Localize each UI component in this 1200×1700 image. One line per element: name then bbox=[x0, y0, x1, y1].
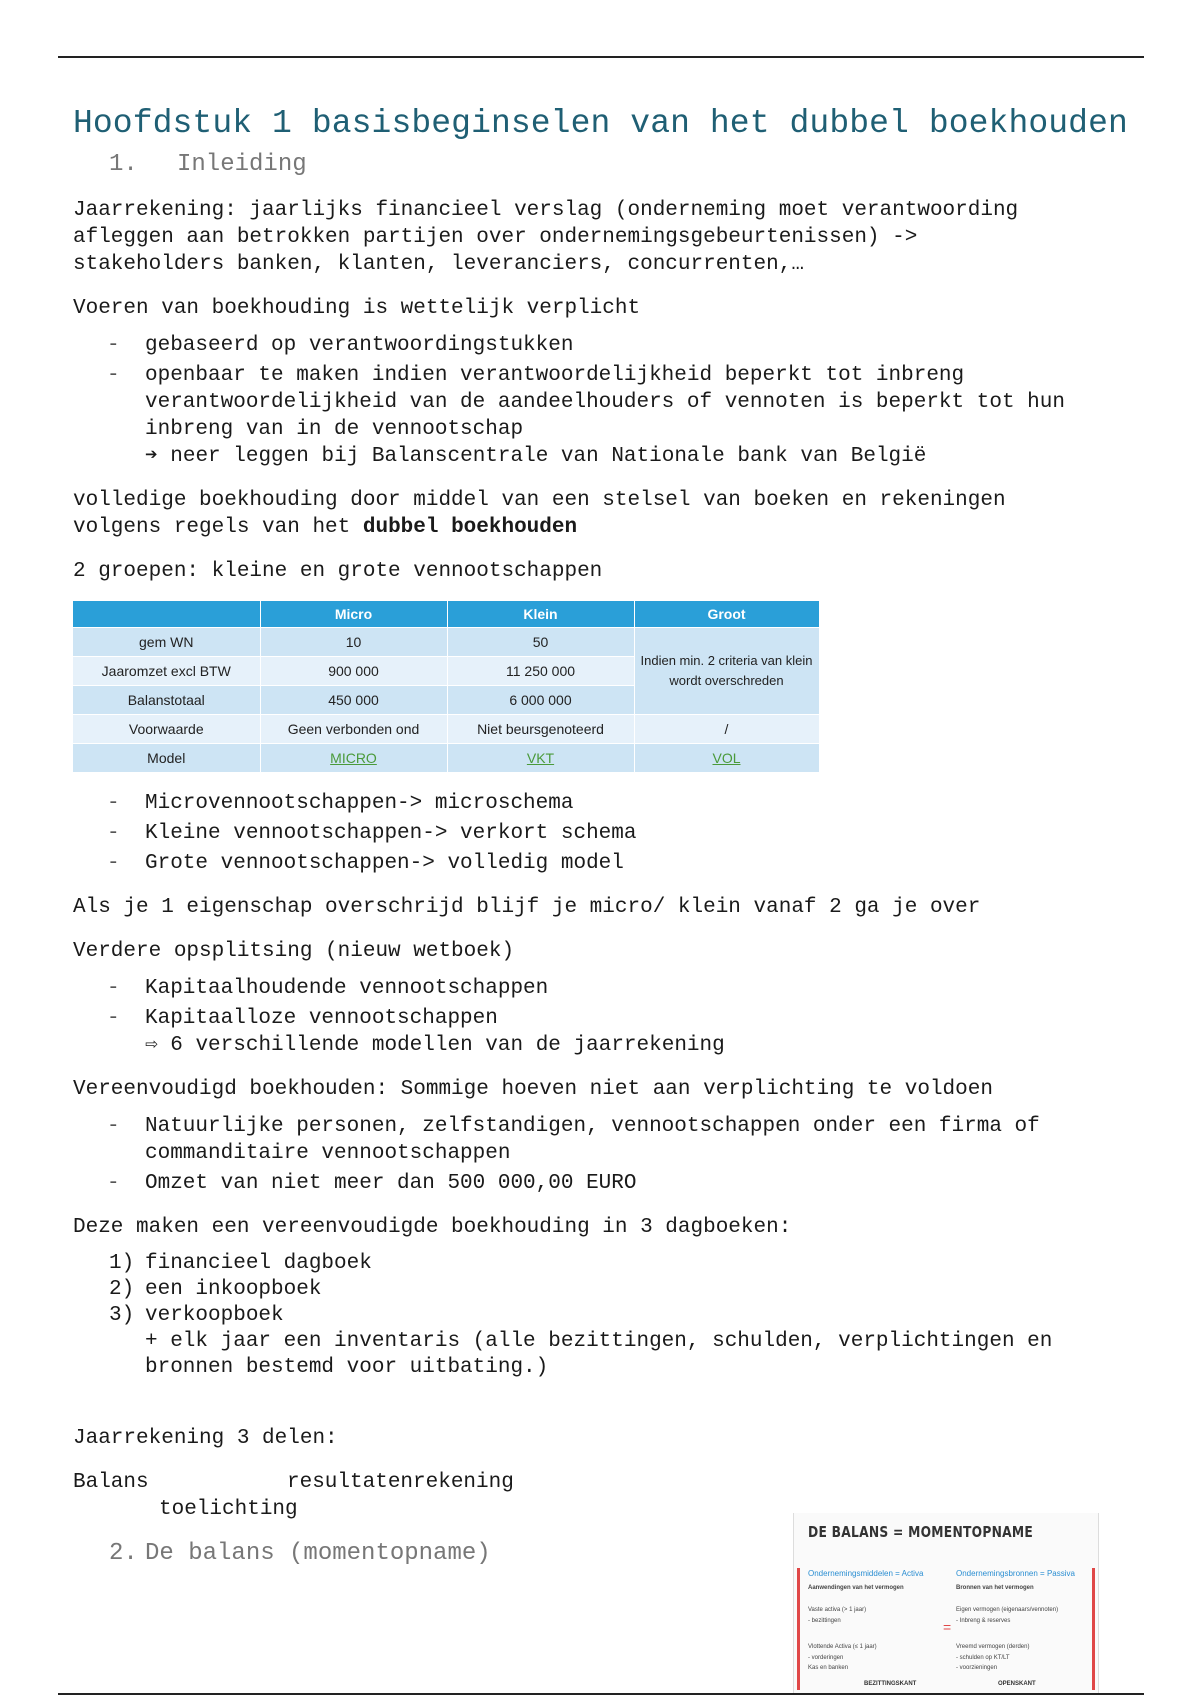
bullet-list-2 bbox=[73, 790, 1153, 877]
activa-header: Ondernemingsmiddelen = Activa bbox=[808, 1569, 924, 1578]
chapter-heading: Hoofdstuk 1 basisbeginselen van het dubbel boekhouden bbox=[73, 105, 1128, 142]
section-title: Inleiding bbox=[177, 151, 307, 178]
cell: 50 bbox=[447, 628, 634, 657]
row-label: gem WN bbox=[73, 628, 260, 657]
paragraph-volledig bbox=[73, 487, 1153, 541]
part-toelichting: toelichting bbox=[159, 1498, 298, 1521]
row-label: Balanstotaal bbox=[73, 686, 260, 715]
cell: 10 bbox=[260, 628, 447, 657]
numbered-list bbox=[73, 1251, 1153, 1329]
red-bar-right bbox=[1092, 1568, 1095, 1690]
list-item: - Grote vennootschappen-> volledig model bbox=[73, 850, 1153, 877]
cell: 6 000 000 bbox=[447, 686, 634, 715]
model-link[interactable]: VKT bbox=[447, 744, 634, 773]
list-item-text: openbaar te maken indien verantwoordelijkheid beperkt tot inbreng verantwoordelijkheid van de aandeelhouders of vennoten is beperkt tot hun inbreng van in de vennootschap bbox=[145, 364, 1065, 441]
list-item: - gebaseerd op verantwoordingstukken bbox=[73, 332, 1153, 359]
balans-slide-image bbox=[793, 1513, 1099, 1693]
red-bar-left bbox=[797, 1568, 800, 1690]
part-resultatenrekening: resultatenrekening bbox=[287, 1471, 514, 1494]
slide-text: Vlottende Activa (≤ 1 jaar) bbox=[808, 1644, 877, 1650]
column-header bbox=[73, 601, 260, 628]
list-item bbox=[73, 1005, 1153, 1059]
merged-groot-cell: Indien min. 2 criteria van klein wordt overschreden bbox=[634, 628, 819, 715]
paragraph-verdere: Verdere opsplitsing (nieuw wetboek) bbox=[73, 940, 515, 963]
bullet-list-3 bbox=[73, 975, 1153, 1059]
paragraph-deze: Deze maken een vereenvoudigde boekhouding in 3 dagboeken: bbox=[73, 1216, 792, 1239]
paragraph-eigenschap: Als je 1 eigenschap overschrijd blijf je micro/ klein vanaf 2 ga je over bbox=[73, 896, 981, 919]
equals-sign: = bbox=[943, 1619, 952, 1635]
paragraph-voeren: Voeren van boekhouding is wettelijk verplicht bbox=[73, 297, 641, 320]
slide-footer-left: BEZITTINGSKANT bbox=[864, 1681, 917, 1687]
list-item: - Kapitaalhoudende vennootschappen bbox=[73, 975, 1153, 1002]
slide-text: Aanwendingen van het vermogen bbox=[808, 1585, 904, 1591]
slide-text: Bronnen van het vermogen bbox=[956, 1585, 1034, 1591]
cell: 11 250 000 bbox=[447, 657, 634, 686]
cell: 900 000 bbox=[260, 657, 447, 686]
bullet-list-4 bbox=[73, 1113, 1153, 1197]
section-number: 1. bbox=[109, 151, 138, 178]
list-item: - Kleine vennootschappen-> verkort schema bbox=[73, 820, 1153, 847]
row-label: Model bbox=[73, 744, 260, 773]
list-item-text: financieel dagboek bbox=[145, 1252, 372, 1275]
column-header: Groot bbox=[634, 601, 819, 628]
model-link[interactable]: MICRO bbox=[260, 744, 447, 773]
list-item: - Microvennootschappen-> microschema bbox=[73, 790, 1153, 817]
list-item: - Natuurlijke personen, zelfstandigen, vennootschappen onder een firma of commanditaire vennootschappen bbox=[73, 1113, 1153, 1167]
bottom-rule bbox=[58, 1693, 1144, 1695]
section-title: De balans (momentopname) bbox=[145, 1540, 491, 1567]
list-item-text: Kapitaalloze vennootschappen bbox=[145, 1007, 498, 1030]
column-header: Micro bbox=[260, 601, 447, 628]
table-row bbox=[73, 744, 819, 773]
part-balans: Balans bbox=[73, 1471, 149, 1494]
list-item: - Omzet van niet meer dan 500 000,00 EURO bbox=[73, 1170, 1153, 1197]
list-item bbox=[73, 1303, 1153, 1329]
section-number: 2. bbox=[109, 1540, 138, 1567]
table-row bbox=[73, 628, 819, 657]
arrow-note: ➔ neer leggen bij Balanscentrale van Nationale bank van België bbox=[145, 445, 927, 468]
slide-text: Eigen vermogen (eigenaars/vennoten) bbox=[956, 1607, 1059, 1613]
slide-text: - voorzieningen bbox=[956, 1665, 998, 1671]
document-body bbox=[73, 104, 1153, 1569]
column-header: Klein bbox=[447, 601, 634, 628]
paragraph-groepen: 2 groepen: kleine en grote vennootschappen bbox=[73, 560, 603, 583]
slide-text: Kas en banken bbox=[808, 1665, 849, 1671]
slide-title: DE BALANS = MOMENTOPNAME bbox=[808, 1523, 1034, 1541]
jaarrekening-parts bbox=[73, 1469, 1153, 1496]
model-link[interactable]: VOL bbox=[634, 744, 819, 773]
list-number: 2) bbox=[109, 1278, 135, 1301]
cell: Niet beursgenoteerd bbox=[447, 715, 634, 744]
slide-text: Vaste activa (> 1 jaar) bbox=[808, 1607, 867, 1613]
table-row bbox=[73, 715, 819, 744]
paragraph-jaarrekening: Jaarrekening: jaarlijks financieel verslag (onderneming moet verantwoording afleggen aan betrokken partijen over ondernemingsgebeurtenissen) -> stakeholders banken, klanten, leveranciers, concurrenten,… bbox=[73, 199, 1019, 276]
list-item bbox=[73, 1277, 1153, 1303]
slide-text: - bezittingen bbox=[808, 1618, 841, 1624]
paragraph-vereenvoudigd: Vereenvoudigd boekhouden: Sommige hoeven niet aan verplichting te voldoen bbox=[73, 1078, 993, 1101]
paragraph-line: volgens regels van het bbox=[73, 516, 363, 539]
slide-text: - vorderingen bbox=[808, 1655, 844, 1661]
criteria-table bbox=[73, 601, 820, 772]
list-number: 1) bbox=[109, 1252, 135, 1275]
list-number: 3) bbox=[109, 1304, 135, 1327]
passiva-header: Ondernemingsbronnen = Passiva bbox=[956, 1569, 1075, 1578]
list-item-text: verkoopboek bbox=[145, 1304, 284, 1327]
row-label: Voorwaarde bbox=[73, 715, 260, 744]
slide-text: - Inbreng & reserves bbox=[956, 1618, 1011, 1624]
row-label bbox=[73, 657, 260, 686]
arrow-note: ⇨ 6 verschillende modellen van de jaarrekening bbox=[145, 1034, 725, 1057]
list-item bbox=[73, 362, 1153, 470]
slide-footer-right: OPENSKANT bbox=[998, 1681, 1036, 1687]
inventaris-note: + elk jaar een inventaris (alle bezittingen, schulden, verplichtingen en bronnen bestemd voor uitbating.) bbox=[145, 1330, 1053, 1379]
slide-text: Vreemd vermogen (derden) bbox=[956, 1644, 1030, 1650]
cell: Geen verbonden ond bbox=[260, 715, 447, 744]
section-heading-1 bbox=[73, 150, 1153, 180]
list-item bbox=[73, 1251, 1153, 1277]
slide-text: - schulden op KT/LT bbox=[956, 1655, 1010, 1661]
cell: / bbox=[634, 715, 819, 744]
row-label-text: Jaaromzet excl BTW bbox=[101, 663, 231, 679]
paragraph-delen: Jaarrekening 3 delen: bbox=[73, 1427, 338, 1450]
list-item-text: een inkoopboek bbox=[145, 1278, 322, 1301]
cell: 450 000 bbox=[260, 686, 447, 715]
bold-term: dubbel boekhouden bbox=[362, 516, 578, 539]
table-header-row bbox=[73, 601, 819, 628]
bullet-list-1 bbox=[73, 332, 1153, 470]
paragraph-line: volledige boekhouding door middel van een stelsel van boeken en rekeningen bbox=[73, 489, 1006, 512]
top-rule bbox=[58, 56, 1144, 58]
